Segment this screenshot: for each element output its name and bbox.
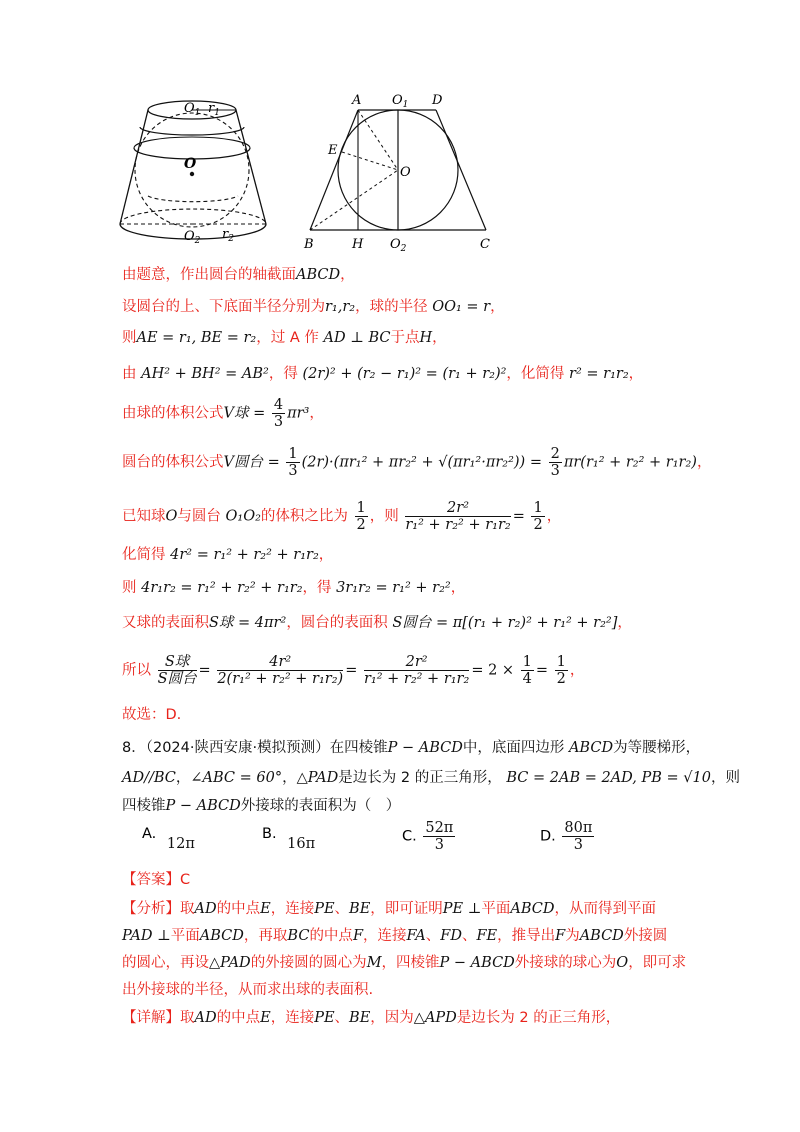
option-c[interactable]: C. $\frac{52\pi}{3}$ [402,820,454,853]
label-o2: O [184,229,195,244]
analysis-line-1: 【分析】取AD的中点E，连接PE、BE，即可证明PE ⊥平面ABCD，从而得到平面 [122,901,657,917]
svg-text:O1: $O_1$ [184,101,201,118]
solution-line-7: 已知球O与圆台 O₁O₂的体积之比为 $\frac{1}{2}$ ，则 $\frac{\text{2r²}}{\text{r₁² + r₂² + r₁r₂}}$ = $\frac{1}{2}$ ， [122,500,562,533]
solution-line-6: 圆台的体积公式V圆台 = $\frac{1}{3}$ (2r)·(πr₁² + πr₂² + √(πr₁²·πr₂²)) = $\frac{2}{3}$ πr(r₁² + r₂² + r₁r₂)， [122,446,712,479]
label-b: B [304,237,314,252]
analysis-line-4: 出外接球的半径，从而求出球的表面积. [122,982,374,998]
option-d[interactable]: D. $\frac{80\pi}{3}$ [540,820,593,853]
label-o1: O [184,101,195,116]
question-line-3: 四棱锥P − ABCD外接球的表面积为（ ） [122,798,401,814]
solution-line-10: 又球的表面积S球 = 4πr²，圆台的表面积 S圆台 = π[(r₁ + r₂)² + r₁² + r₂²]， [122,615,632,631]
svg-text:r1: $r_1$ [208,101,220,118]
detail-line-1: 【详解】取AD的中点E，连接PE、BE，因为△APD是边长为 2 的正三角形， [122,1010,621,1026]
solution-line-9: 则 4r₁r₂ = r₁² + r₂² + r₁r₂，得 3r₁r₂ = r₁² + r₂²， [122,580,466,596]
label-c: C [480,237,490,252]
question-line-1: 8．（2024·陕西安康·模拟预测）在四棱锥P − ABCD中，底面四边形 ABCD为等腰梯形， [122,740,701,756]
solution-line-2: 设圆台的上、下底面半径分别为r₁,r₂，球的半径 OO₁ = r， [122,299,505,315]
label-h: H [352,237,364,252]
question-line-2: AD//BC，∠ABC = 60°，△PAD是边长为 2 的正三角形， BC = 2AB = 2AD, PB = √10，则 [122,770,740,786]
axial-section-figure [300,92,500,254]
solution-line-4: 由 AH² + BH² = AB²，得 (2r)² + (r₂ − r₁)² = (r₁ + r₂)²，化简得 r² = r₁r₂， [122,366,644,382]
label-r1: r [208,101,215,116]
solution-line-8: 化简得 4r² = r₁² + r₂² + r₁r₂， [122,547,334,563]
svg-text:r2: $r_2$ [222,227,234,244]
solution-line-1: 由题意，作出圆台的轴截面ABCD， [122,267,355,283]
label-o1-right: O [392,93,403,108]
label-a: A [352,93,362,108]
label-r2: r [222,227,229,242]
frustum-figure [118,92,278,252]
label-o-right: O [400,165,411,180]
solution-line-3: 则AE = r₁, BE = r₂，过 A 作 AD ⊥ BC于点H， [122,330,447,346]
solution-line-5: 由球的体积公式V球 = $\frac{4}{3}$ πr³， [122,397,324,430]
answer-label: 【答案】C [122,872,191,888]
label-o: O [184,156,197,172]
label-d: D [432,93,443,108]
svg-text:O1: $O_1$ [392,93,409,110]
analysis-line-3: 的圆心，再设△PAD的外接圆的圆心为M，四棱锥P − ABCD外接球的球心为O，即可求 [122,955,687,971]
label-e: E [328,143,338,158]
analysis-line-2: PAD ⊥平面ABCD，再取BC的中点F，连接FA、FD、FE，推导出F为ABCD外接圆 [122,928,668,944]
svg-text:O2: $O_2$ [184,229,201,246]
solution-line-11: 所以 S球 S圆台 = $\frac{\text{4r²}}{\text{2(r₁² + r₂² + r₁r₂)}}$ = $\frac{\text{2r²}}{\text{r₁² + r₂² + r₁r₂}}$ = 2 × $\frac{1}{4}$ = $\frac{1}{2}$ ， [122,654,585,687]
option-a[interactable]: A. 12π [142,826,195,852]
option-b[interactable]: B. 16π [262,826,316,852]
solution-conclusion: 故选：D. [122,707,182,723]
svg-text:O2: $O_2$ [390,237,407,254]
label-o2-right: O [390,237,401,252]
